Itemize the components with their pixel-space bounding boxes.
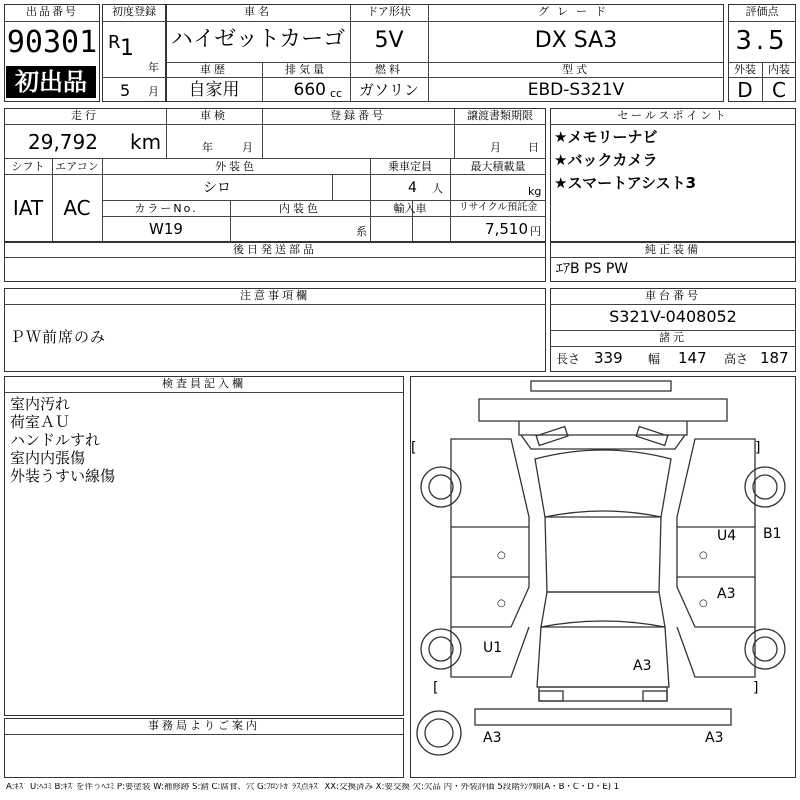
recycle-value: 7,510 xyxy=(485,220,528,238)
registration-era: R xyxy=(108,32,121,53)
lot-number: 90301 xyxy=(6,25,98,60)
sales-points-header: セールスポイント xyxy=(617,109,729,122)
length-label: 長さ xyxy=(556,352,581,366)
recycle-header: リサイクル預託金 xyxy=(458,202,538,213)
transfer-day-unit: 日 xyxy=(528,141,539,154)
car-name: ハイゼットカーゴ xyxy=(170,27,346,52)
exterior-grade-header: 外装 xyxy=(734,63,756,76)
bracket-rear-right: ] xyxy=(753,680,759,696)
damage-mark-u1: U1 xyxy=(483,640,503,656)
color-no-header: カラーNo. xyxy=(134,202,198,215)
genuine-equipment: ｴｱB PS PW xyxy=(556,261,629,277)
car-diagram-drawing xyxy=(411,377,795,777)
damage-mark-b1: B1 xyxy=(763,526,782,542)
displacement: 660 xyxy=(293,80,326,100)
damage-diagram xyxy=(410,376,796,778)
damage-mark-a3-bottom-left: A3 xyxy=(483,730,502,746)
damage-mark-a3-center: A3 xyxy=(633,658,652,674)
office-header: 事務局よりご案内 xyxy=(148,719,260,732)
shift-value: IAT xyxy=(12,196,44,220)
genuine-equipment-header: 純正装備 xyxy=(645,243,701,256)
door-header: ドア形状 xyxy=(367,5,411,18)
sales-point-2: ★バックカメラ xyxy=(554,151,658,169)
shift-header: シフト xyxy=(11,160,45,173)
circle-mark-left-1: ○ xyxy=(497,550,506,561)
sales-point-1: ★メモリーナビ xyxy=(554,128,658,146)
exterior-grade: D xyxy=(737,78,753,102)
fuel: ガソリン xyxy=(358,81,419,99)
exterior-color-header: 外装色 xyxy=(215,160,257,173)
history: 自家用 xyxy=(188,80,240,100)
color-no: W19 xyxy=(149,220,183,238)
registration-year: 1 xyxy=(120,36,134,61)
car-name-header: 車名 xyxy=(244,5,272,18)
chassis-header: 車台番号 xyxy=(645,289,701,302)
inspector-header: 検査員記入欄 xyxy=(162,377,246,390)
inspector-line-1: 室内汚れ xyxy=(10,395,71,413)
door-type: 5V xyxy=(374,28,404,53)
width-value: 147 xyxy=(678,349,707,367)
max-load-unit: kg xyxy=(528,185,542,198)
mileage-unit: km xyxy=(130,130,162,154)
bracket-front-right: ] xyxy=(755,440,761,456)
evaluation-score: 3.5 xyxy=(735,26,789,56)
sales-point-3: ★スマートアシスト3 xyxy=(554,174,697,192)
recycle-unit: 円 xyxy=(530,225,541,238)
transfer-header: 譲渡書類期限 xyxy=(467,109,533,122)
interior-grade: C xyxy=(772,78,786,102)
model-header: 型式 xyxy=(562,63,590,76)
capacity-header: 乗車定員 xyxy=(388,160,432,173)
registration-month: 5 xyxy=(120,81,131,100)
mileage-value: 29,792 xyxy=(28,130,98,154)
circle-mark-left-2: ○ xyxy=(497,598,506,609)
lot-header: 出品番号 xyxy=(26,5,78,18)
inspector-line-2: 荷室ＡＵ xyxy=(10,413,71,431)
model: EBD-S321V xyxy=(527,80,625,100)
plate-header: 登録番号 xyxy=(330,109,386,122)
circle-mark-right-1: ○ xyxy=(699,550,708,561)
length-value: 339 xyxy=(594,349,623,367)
year-unit: 年 xyxy=(148,61,159,74)
notes-header: 注意事項欄 xyxy=(240,289,310,302)
width-label: 幅 xyxy=(648,352,661,366)
damage-legend: A:ｷｽﾞ U:ﾍｺﾐ B:ｷｽﾞを伴うﾍｺﾐ P:要塗装 W:補修跡 S:錆 C:腐食、穴 G:ﾌﾛﾝﾄｶﾞﾗｽ点ｷｽﾞ XX:交換済み X:要交換 欠:欠品 内・外装評価 5段階ﾗﾝｸ順(A・B・C・D・E) 1 xyxy=(6,783,620,792)
notes-text: ＰＷ前席のみ xyxy=(10,328,107,346)
capacity-unit: 人 xyxy=(432,182,443,195)
inspector-line-5: 外装うすい線傷 xyxy=(10,467,116,485)
bracket-front-left: [ xyxy=(411,440,417,456)
exterior-color: シロ xyxy=(203,180,231,196)
interior-grade-header: 内装 xyxy=(768,63,790,76)
later-parts-header: 後日発送部品 xyxy=(233,243,317,256)
inspector-line-4: 室内内張傷 xyxy=(10,449,86,467)
mileage-header: 走行 xyxy=(71,109,99,122)
inspection-header: 車検 xyxy=(200,109,228,122)
height-label: 高さ xyxy=(724,352,749,366)
chassis-number: S321V-0408052 xyxy=(609,307,737,326)
displacement-header: 排気量 xyxy=(285,63,327,76)
inspection-year-unit: 年 xyxy=(202,141,213,154)
inspection-month-unit: 月 xyxy=(242,141,253,154)
dimensions-header: 諸元 xyxy=(659,331,687,344)
aircon-value: AC xyxy=(63,196,91,220)
displacement-unit: cc xyxy=(330,87,343,100)
inspector-line-3: ハンドルすれ xyxy=(10,431,101,449)
damage-mark-u4: U4 xyxy=(717,528,737,544)
grade: DX SA3 xyxy=(534,28,618,53)
registration-header: 初度登録 xyxy=(112,5,156,18)
history-header: 車歴 xyxy=(200,63,228,76)
interior-color-unit: 系 xyxy=(356,225,367,238)
grade-header: グレード xyxy=(538,5,614,18)
first-listing-badge: 初出品 xyxy=(6,66,96,98)
month-unit: 月 xyxy=(148,85,159,98)
capacity-value: 4 xyxy=(408,180,417,196)
circle-mark-right-2: ○ xyxy=(699,598,708,609)
import-header: 輸入車 xyxy=(393,202,427,215)
damage-mark-a3-right: A3 xyxy=(717,586,736,602)
fuel-header: 燃料 xyxy=(375,63,403,76)
height-value: 187 xyxy=(760,349,789,367)
evaluation-header: 評価点 xyxy=(745,5,779,18)
bracket-rear-left: [ xyxy=(433,680,439,696)
transfer-month-unit: 月 xyxy=(490,141,501,154)
interior-color-header: 内装色 xyxy=(279,202,321,215)
max-load-header: 最大積載量 xyxy=(470,160,526,173)
damage-mark-a3-bottom-right: A3 xyxy=(705,730,724,746)
aircon-header: エアコン xyxy=(55,160,99,173)
